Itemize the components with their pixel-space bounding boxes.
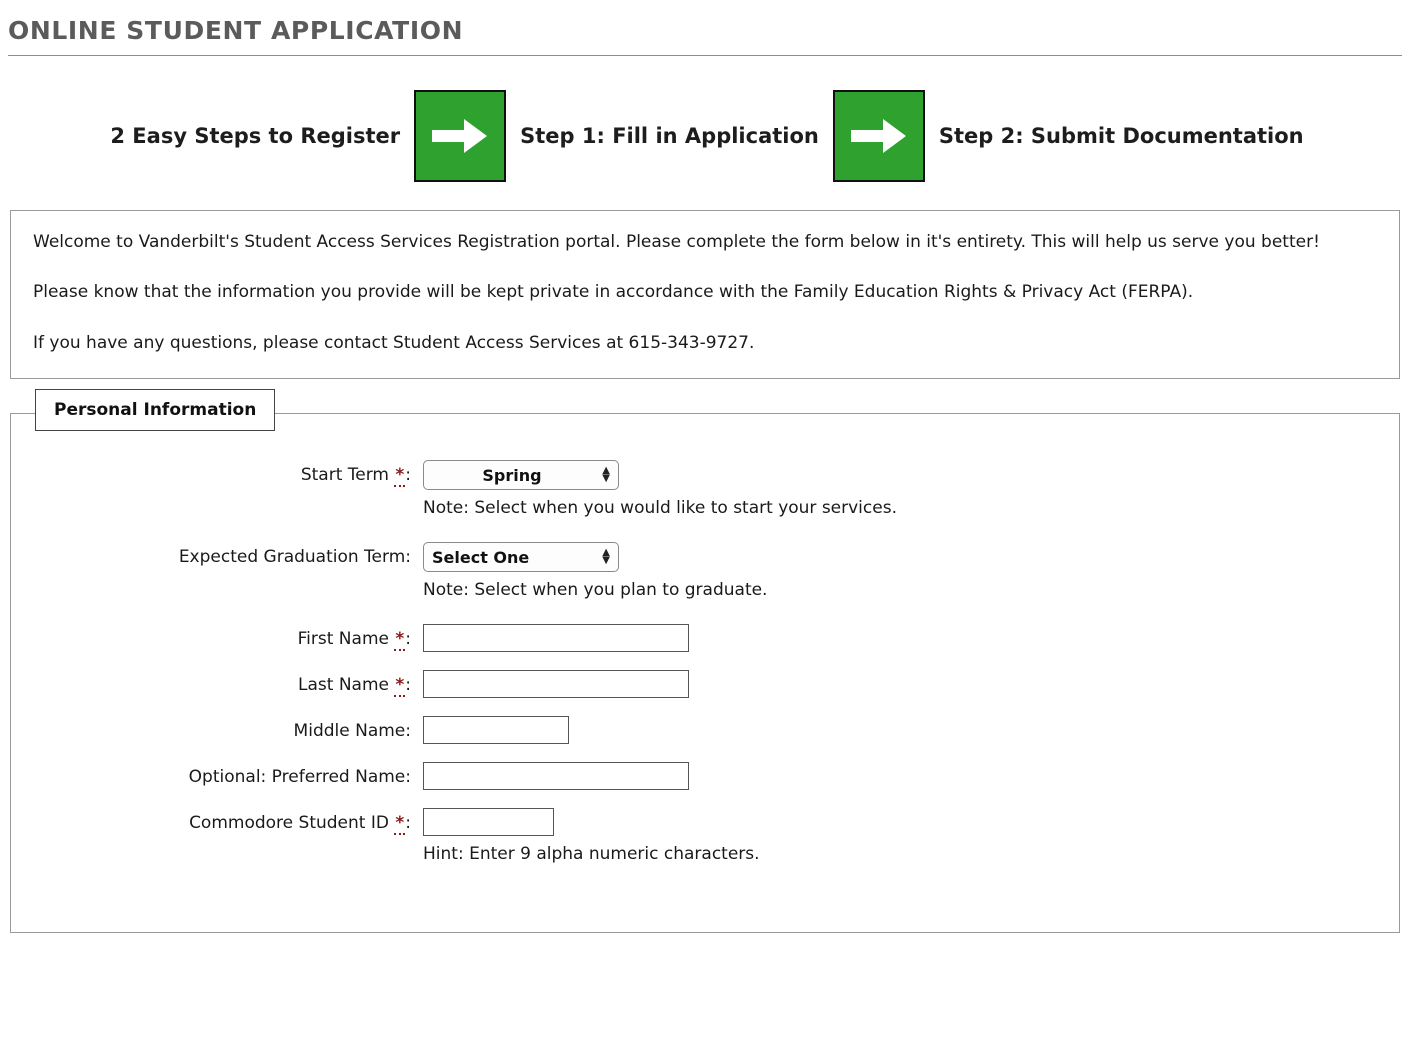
student-id-input[interactable] <box>423 808 554 836</box>
first-name-colon: : <box>405 629 411 650</box>
steps-intro-label: 2 Easy Steps to Register <box>110 124 401 148</box>
start-term-label <box>11 460 423 490</box>
row-spacer-4 <box>11 798 1399 808</box>
personal-information-form <box>11 448 1399 882</box>
start-term-row <box>11 460 1399 536</box>
chevron-updown-icon-2: ▲ ▼ <box>602 547 610 567</box>
first-name-label-text: First Name <box>297 629 389 650</box>
graduation-term-field <box>423 542 1399 618</box>
required-asterisk-2: * <box>395 629 405 650</box>
start-term-select[interactable] <box>423 460 619 490</box>
preferred-name-input[interactable] <box>423 762 689 790</box>
graduation-term-label: Expected Graduation Term: <box>178 547 411 568</box>
preferred-name-label: Optional: Preferred Name: <box>188 767 411 788</box>
required-asterisk-4: * <box>395 813 405 834</box>
student-id-field <box>423 808 1399 882</box>
step-1-label: Step 1: Fill in Application <box>520 124 819 148</box>
welcome-paragraph-2: Please know that the information you provide will be kept private in accordance with the Family Education Rights & Privacy Act (FERPA). <box>33 282 1194 303</box>
first-name-row <box>11 624 1399 654</box>
page-container <box>0 16 1410 933</box>
middle-name-label: Middle Name: <box>293 721 411 742</box>
student-id-colon: : <box>405 813 411 834</box>
first-name-label <box>11 624 423 654</box>
personal-information-legend: Personal Information <box>35 389 275 431</box>
start-term-colon: : <box>405 465 411 486</box>
first-name-field <box>423 624 1399 652</box>
student-id-hint: Hint: Enter 9 alpha numeric characters. <box>423 844 760 865</box>
last-name-label <box>11 670 423 700</box>
middle-name-input[interactable] <box>423 716 569 744</box>
right-arrow-icon-2 <box>833 90 925 182</box>
last-name-field <box>423 670 1399 698</box>
step-2-label: Step 2: Submit Documentation <box>938 124 1304 148</box>
start-term-note: Note: Select when you would like to start your services. <box>423 498 897 519</box>
last-name-input[interactable] <box>423 670 689 698</box>
preferred-name-row <box>11 762 1399 792</box>
student-id-label <box>11 808 423 838</box>
first-name-input[interactable] <box>423 624 689 652</box>
last-name-colon: : <box>405 675 411 696</box>
right-arrow-icon <box>414 90 506 182</box>
welcome-panel <box>10 210 1400 379</box>
title-divider <box>8 55 1402 56</box>
graduation-term-note: Note: Select when you plan to graduate. <box>423 580 768 601</box>
chevron-updown-icon: ▲ ▼ <box>602 465 610 485</box>
welcome-paragraph-1: Welcome to Vanderbilt's Student Access Services Registration portal. Please complete the form below in it's entirety. This will help us serve you better! <box>33 232 1320 252</box>
row-spacer-1 <box>11 660 1399 670</box>
required-asterisk-3: * <box>395 675 405 696</box>
middle-name-field <box>423 716 1399 744</box>
steps-banner <box>0 90 1410 182</box>
preferred-name-field <box>423 762 1399 790</box>
student-id-row <box>11 808 1399 882</box>
graduation-term-select-wrap[interactable] <box>423 542 619 572</box>
graduation-term-row <box>11 542 1399 618</box>
start-term-field <box>423 460 1399 536</box>
personal-information-fieldset <box>10 400 1400 933</box>
page-title: ONLINE STUDENT APPLICATION <box>8 16 464 45</box>
start-term-label-text: Start Term <box>300 465 389 486</box>
last-name-row <box>11 670 1399 700</box>
required-asterisk: * <box>395 465 405 486</box>
middle-name-row <box>11 716 1399 746</box>
start-term-select-wrap[interactable] <box>423 460 619 490</box>
last-name-label-text: Last Name <box>298 675 389 696</box>
row-spacer-2 <box>11 706 1399 716</box>
welcome-paragraph-3: If you have any questions, please contact Student Access Services at 615-343-9727. <box>33 332 755 353</box>
student-id-label-text: Commodore Student ID <box>189 813 389 834</box>
graduation-term-select[interactable] <box>423 542 619 572</box>
row-spacer-3 <box>11 752 1399 762</box>
